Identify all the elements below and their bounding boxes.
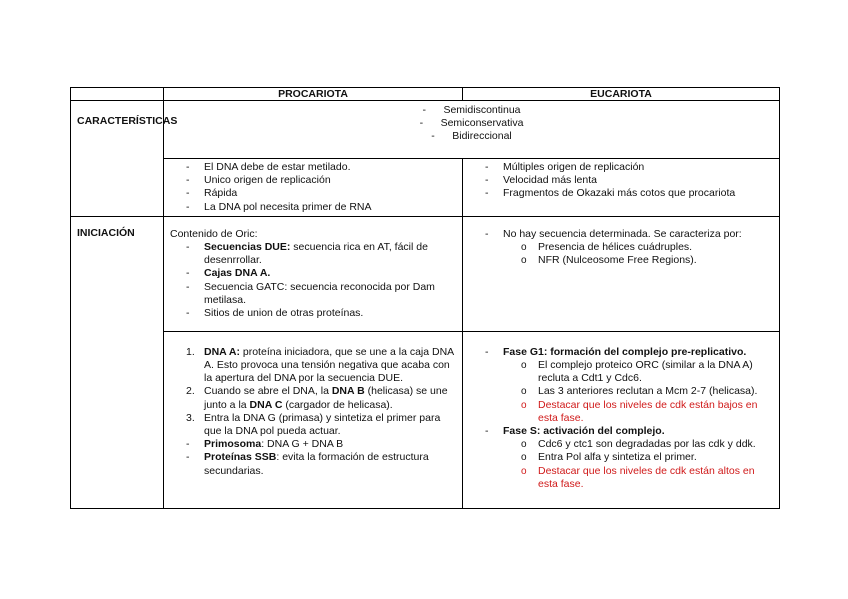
row-caracteristicas-shared	[71, 101, 780, 159]
list-item: - Primosoma: DNA G + DNA B	[186, 438, 456, 451]
list-item: - Rápida	[186, 187, 456, 200]
sub-list-item: o El complejo proteico ORC (similar a la DNA A) recluta a Cdt1 y Cdc6.	[521, 359, 773, 385]
fase-s-item: - Fase S: activación del complejo. o Cdc6 y ctc1 son degradadas por las cdk y ddk. o Entra Pol alfa y sintetiza el primer. o Destacar que los niveles de cdk están altos en esta fase.	[485, 425, 773, 491]
header-eucariota: EUCARIOTA	[463, 88, 780, 101]
list-item: - Velocidad más lenta	[485, 174, 773, 187]
oric-intro: Contenido de Oric:	[170, 227, 258, 240]
replication-comparison-table	[70, 87, 780, 509]
header-row	[71, 88, 780, 101]
eucariota-characteristics	[463, 159, 780, 217]
eucariota-proceso	[463, 331, 780, 508]
step-item: 1. DNA A: proteína iniciadora, que se une a la caja DNA A. Esto provoca una tensión negativa que acaba con la apertura del DNA por la secuencia DUE.	[186, 345, 454, 385]
eucariota-iniciacion	[463, 216, 780, 331]
shared-item: - Semidiscontinua	[422, 104, 521, 116]
shared-item: - Semiconservativa	[419, 117, 524, 130]
row-proceso	[71, 331, 780, 508]
sub-list-item: o Entra Pol alfa y sintetiza el primer.	[521, 451, 773, 464]
header-empty-cell	[71, 88, 164, 101]
sub-list-item: o Las 3 anteriores reclutan a Mcm 2-7 (helicasa).	[521, 385, 773, 398]
list-item: - Proteínas SSB: evita la formación de estructura secundarias.	[186, 451, 456, 477]
fase-g1-item: - Fase G1: formación del complejo pre-replicativo. o El complejo proteico ORC (similar a la DNA A) recluta a Cdt1 y Cdc6. o Las 3 anteriores reclutan a Mcm 2-7 (helicasa). o Destacar que los niveles de cdk están bajos en esta fase.	[485, 346, 773, 425]
label-iniciacion: INICIACIÓN	[71, 216, 164, 508]
shared-item: - Bidireccional	[431, 130, 512, 143]
row-caracteristicas-specific	[71, 159, 780, 217]
procariota-proceso	[164, 331, 463, 508]
shared-properties-cell	[164, 101, 780, 159]
list-item: - El DNA debe de estar metilado.	[186, 161, 456, 174]
list-item: - Secuencia GATC: secuencia reconocida por Dam metilasa.	[186, 281, 456, 307]
list-item: - Secuencias DUE: secuencia rica en AT, fácil de desenrrollar.	[186, 241, 456, 267]
sub-list-item: o Cdc6 y ctc1 son degradadas por las cdk y ddk.	[521, 438, 773, 451]
label-caracteristicas: CARACTERÍSTICAS	[71, 101, 164, 217]
header-procariota: PROCARIOTA	[164, 88, 463, 101]
list-item: - Cajas DNA A.	[186, 267, 456, 280]
list-item: - Unico origen de replicación	[186, 174, 456, 187]
list-item: - No hay secuencia determinada. Se caracteriza por: o Presencia de hélices cuádruples. o NFR (Nulceosome Free Regions).	[485, 228, 773, 268]
sub-list-item: o Presencia de hélices cuádruples.	[521, 241, 773, 254]
sub-list-item-highlight: o Destacar que los niveles de cdk están bajos en esta fase.	[521, 399, 773, 425]
list-item: - Fragmentos de Okazaki más cotos que procariota	[485, 187, 773, 200]
sub-list-item: o NFR (Nulceosome Free Regions).	[521, 254, 773, 267]
step-item: 3. Entra la DNA G (primasa) y sintetiza el primer para que la DNA pol pueda actuar.	[186, 411, 441, 438]
step-item: 2. Cuando se abre el DNA, la DNA B (helicasa) se une junto a la DNA C (cargador de helicasa).	[186, 385, 448, 411]
row-iniciacion	[71, 216, 780, 331]
sub-list-item-highlight: o Destacar que los niveles de cdk están altos en esta fase.	[521, 465, 773, 491]
procariota-iniciacion	[164, 216, 463, 331]
list-item: - Sitios de union de otras proteínas.	[186, 307, 456, 320]
list-item: - Múltiples origen de replicación	[485, 161, 773, 174]
procariota-characteristics	[164, 159, 463, 217]
list-item: - La DNA pol necesita primer de RNA	[186, 201, 456, 214]
